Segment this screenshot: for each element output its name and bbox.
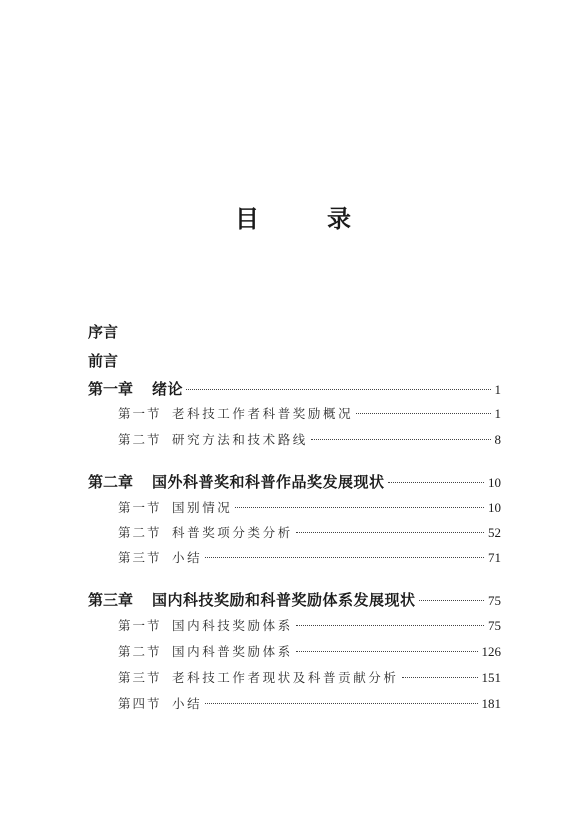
dot-leader <box>296 532 484 533</box>
page-number: 10 <box>488 475 501 490</box>
section-number: 第三节 <box>118 670 162 685</box>
toc-entry-label: 前言 <box>88 352 119 370</box>
page-number: 52 <box>488 525 501 540</box>
toc-section-2-3 <box>118 548 501 568</box>
toc-section-1-1 <box>118 404 501 424</box>
section-number: 第四节 <box>118 696 162 711</box>
dot-leader <box>311 439 491 440</box>
dot-leader <box>402 677 478 678</box>
page-number: 8 <box>494 432 501 447</box>
section-number: 第一节 <box>118 500 162 515</box>
chapter-title: 绪论 <box>152 380 184 398</box>
section-title: 小结 <box>172 696 203 711</box>
section-number: 第二节 <box>118 644 162 659</box>
page-title: 目 录 <box>235 205 373 233</box>
toc-section-3-3 <box>118 668 501 688</box>
dot-leader <box>186 389 490 390</box>
toc-chapter-1 <box>88 379 501 400</box>
dot-leader <box>205 703 477 704</box>
page-number: 151 <box>481 670 501 685</box>
dot-leader <box>356 413 490 414</box>
section-number: 第一节 <box>118 618 162 633</box>
chapter-title: 国外科普奖和科普作品奖发展现状 <box>152 473 385 491</box>
chapter-title: 国内科技奖励和科普奖励体系发展现状 <box>152 591 416 609</box>
section-number: 第三节 <box>118 550 162 565</box>
dot-leader <box>296 651 478 652</box>
section-title: 科普奖项分类分析 <box>172 525 293 540</box>
chapter-number: 第三章 <box>88 591 134 609</box>
section-title: 老科技工作者现状及科普贡献分析 <box>172 670 399 685</box>
toc-entry-foreword <box>88 351 118 371</box>
page-number: 1 <box>494 406 501 421</box>
page-number: 75 <box>488 618 501 633</box>
page-number: 181 <box>481 696 501 711</box>
toc-chapter-2 <box>88 472 501 493</box>
section-title: 小结 <box>172 550 203 565</box>
page-number: 1 <box>494 382 501 397</box>
toc-section-1-2 <box>118 430 501 450</box>
dot-leader <box>205 557 484 558</box>
chapter-number: 第二章 <box>88 473 134 491</box>
toc-section-2-1 <box>118 498 501 518</box>
page-number: 10 <box>488 500 501 515</box>
section-title: 国内科技奖励体系 <box>172 618 293 633</box>
page-number: 126 <box>481 644 501 659</box>
section-number: 第二节 <box>118 432 162 447</box>
section-title: 国内科普奖励体系 <box>172 644 293 659</box>
dot-leader <box>235 507 484 508</box>
section-number: 第二节 <box>118 525 162 540</box>
toc-section-2-2 <box>118 523 501 543</box>
section-title: 老科技工作者科普奖励概况 <box>172 406 354 421</box>
page-number: 75 <box>488 593 501 608</box>
section-number: 第一节 <box>118 406 162 421</box>
toc-entry-preface <box>88 322 118 342</box>
toc-section-3-4 <box>118 694 501 714</box>
dot-leader <box>388 482 484 483</box>
page-number: 71 <box>488 550 501 565</box>
toc-chapter-3 <box>88 590 501 611</box>
toc-section-3-2 <box>118 642 501 662</box>
toc-entry-label: 序言 <box>88 323 119 341</box>
chapter-number: 第一章 <box>88 380 134 398</box>
dot-leader <box>419 600 484 601</box>
section-title: 国别情况 <box>172 500 233 515</box>
toc-section-3-1 <box>118 616 501 636</box>
section-title: 研究方法和技术路线 <box>172 432 308 447</box>
dot-leader <box>296 625 484 626</box>
